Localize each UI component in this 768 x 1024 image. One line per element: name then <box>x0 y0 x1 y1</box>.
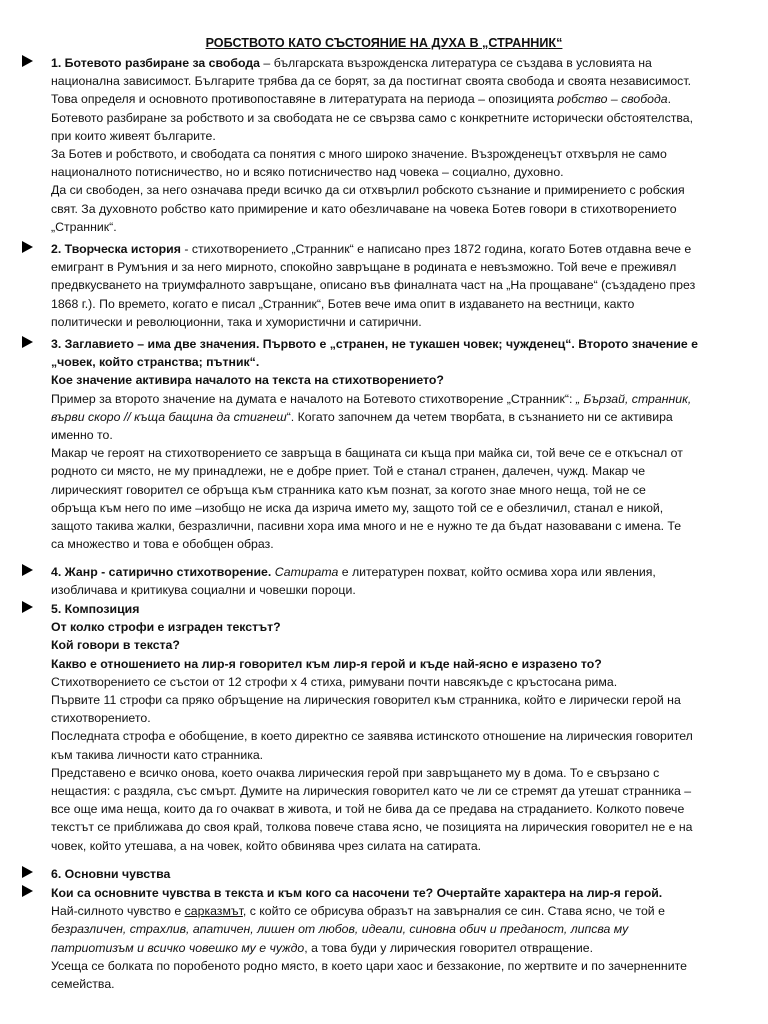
question-line: Кои са основните чувства в текста и към кого са насочени те? Очертайте характера на лир-я герой. <box>51 886 663 900</box>
text-line: обръща към него по име –изобщо не иска да изрича името му, защото той се е обезличил, станал е никой, <box>51 500 664 515</box>
text-span: , с който се обрисува образът на завърналия се син. Става ясно, че той е <box>242 904 665 919</box>
text-line: лирическият говорител се обръща към странника като към познат, за когото знае много неща, той не се <box>51 482 646 497</box>
italic-span: робство – свобода <box>557 92 668 107</box>
text-span: “. Когато започнем да четем творбата, в съзнанието ни се активира <box>286 409 673 424</box>
text-line: За Ботев и робството, и свободата са понятия с много широко значение. Възрожденецът отхвърля не само <box>51 147 667 162</box>
text-line: човек, който утешава, а на човек, който обвинява чрез силата на сатирата. <box>51 838 482 853</box>
section-creative-history <box>51 240 751 331</box>
question-line: Кое значение активира началото на текста на стихотворението? <box>51 373 444 388</box>
text-line: при които живеят българите. <box>51 128 216 143</box>
text-line: Макар че героят на стихотворението се завръща в бащината си къща при майка си, той вече се е откъснал от <box>51 446 683 461</box>
text-line: стихотворението. <box>51 711 151 726</box>
text-span: Пример за второто значение на думата е началото на Ботевото стихотворение „Странник“: <box>51 391 576 406</box>
text-line: политически и революционни, така и хумористични и сатирични. <box>51 314 422 329</box>
text-line <box>51 240 751 258</box>
text-line <box>51 902 751 920</box>
section-composition <box>51 600 751 855</box>
italic-span: върви скоро // къща бащина да стигнеш <box>51 409 287 424</box>
text-line: 1868 г.). По времето, когато е писал „Странник“, Ботев вече има опит в издаването на вестници, както <box>51 296 635 311</box>
text-line <box>51 390 751 408</box>
text-span: - стихотворението „Странник“ е написано през 1872 година, когато Ботев отдавна вече е <box>180 242 692 256</box>
text-line: текстът се приближава до своя край, толкова повече става ясно, че позицията на лирическия говорител не е на <box>51 820 693 835</box>
text-span: Най-силното чувство е <box>51 904 185 919</box>
text-line: националното потисничество, но и всяко потисничество над човека – социално, духовно. <box>51 165 564 180</box>
text-line: национална зависимост. Българите трябва да се борят, за да постигнат своята свобода и своята независимост. <box>51 74 692 89</box>
text-line <box>51 563 751 581</box>
text-line: „Странник“. <box>51 219 117 234</box>
text-line: „човек, който странства; пътник“. <box>51 355 260 370</box>
section-heading: 6. Основни чувства <box>51 867 171 881</box>
bullet-arrow-icon <box>22 336 33 348</box>
page-title: РОБСТВОТО КАТО СЪСТОЯНИЕ НА ДУХА В „СТРАННИК“ <box>205 36 563 50</box>
italic-span: „ Бързай, странник, <box>575 391 692 406</box>
text-span: , а това буди у лирическия говорител отвращение. <box>304 940 593 955</box>
text-line <box>51 90 751 108</box>
section-heading: 1. Ботевото разбиране за свобода <box>51 56 261 70</box>
bullet-arrow-icon <box>22 885 33 897</box>
text-line: Усеща се болката по поробеното родно място, в което цари хаос и беззаконие, по жертвите и по зачерненните <box>51 958 687 973</box>
underlined-span: сарказмът <box>184 904 243 919</box>
text-line: Първите 11 строфи са пряко обръщение на лирическия говорител към странника, който е лирически герой на <box>51 693 681 708</box>
text-line: именно то. <box>51 428 113 443</box>
text-line: свят. За духовното робство като примирение и като обезличаване на човека Ботев говори в стихотворението <box>51 201 677 216</box>
bullet-arrow-icon <box>22 564 33 576</box>
text-line: предвкусването на триумфалното завръщане, описано във финалната част на „На прощаване“ (създадено през <box>51 278 696 293</box>
text-line: семейства. <box>51 977 115 992</box>
section-title-meaning <box>51 335 751 553</box>
section-freedom <box>51 54 751 236</box>
bullet-arrow-icon <box>22 866 33 878</box>
italic-span: патриотизъм и всичко човешко му е чуждо <box>51 940 305 955</box>
italic-span: Сатирата <box>274 565 339 579</box>
text-line: нещастия: с раздяла, със смърт. Думите на лирическия говорител като че ли се стремят да утешат странника – <box>51 784 692 799</box>
bullet-arrow-icon <box>22 601 33 613</box>
question-line: От колко строфи е изграден текстът? <box>51 620 281 635</box>
text-line: все още има неща, които да го очакват в живота, и той не бива да се предава на страданието. Колкото повече <box>51 802 685 817</box>
text-line: емигрант в Румъния и за него мирното, спокойно завръщане в родината е невъзможно. Той вече е преживял <box>51 260 677 275</box>
text-line: Ботевото разбиране за робството и за свободата не се свързва само с конкретните исторически обстоятелства, <box>51 110 694 125</box>
section-genre <box>51 563 751 599</box>
text-span: . <box>667 92 672 107</box>
section-heading: 5. Композиция <box>51 602 140 616</box>
bullet-arrow-icon <box>22 241 33 253</box>
text-span: е литературен похват, който осмива хора или явления, <box>338 565 656 579</box>
text-line: Последната строфа е обобщение, в което директно се заявява истинското отношение на лирическия говорител <box>51 729 693 744</box>
question-line: Какво е отношението на лир-я говорител към лир-я герой и къде най-ясно е изразено то? <box>51 656 602 671</box>
text-line: Стихотворението се състои от 12 строфи х 4 стиха, римувани почти навсякъде с кръстосана рима. <box>51 674 618 689</box>
text-line <box>51 408 751 426</box>
question-line: Кой говори в текста? <box>51 638 180 653</box>
text-line <box>51 54 751 72</box>
text-line: родното си място, не му принадлежи, не е добре приет. Той е станал странен, далечен, чужд. Макар че <box>51 464 646 479</box>
section-feelings-analysis <box>51 884 751 993</box>
text-line: към такива личности като странника. <box>51 747 264 762</box>
text-line: изобличава и критикува социални и човешки пороци. <box>51 583 356 598</box>
text-line: безразличен, страхлив, апатичен, лишен от любов, идеали, синовна обич и преданост, липсва му <box>51 922 629 937</box>
text-line: Да си свободен, за него означава преди всичко да си отхвърлил робското съзнание и примирението с робския <box>51 183 685 198</box>
section-heading: 4. Жанр - сатирично стихотворение. <box>51 565 275 579</box>
text-line <box>51 939 751 957</box>
text-line: защото такива жалки, безразлични, пасивни хора има много и не е нужно те да бъдат назовавани с имена. Те <box>51 519 682 534</box>
text-span: – българската възрожденска литература се създава в условията на <box>260 56 652 70</box>
section-main-feelings <box>51 865 751 883</box>
text-line: са множество и това е обобщен образ. <box>51 537 274 552</box>
text-line: Представено е всичко онова, което очаква лирическия герой при завръщането му в дома. То е свързано с <box>51 765 660 780</box>
text-span: Това определя и основното противопоставяне в литературата на периода – опозицията <box>51 92 558 107</box>
section-heading: 3. Заглавието – има две значения. Първото е „странен, не тукашен човек; чужденец“. Второто значение е <box>51 337 698 351</box>
section-heading: 2. Творческа история <box>51 242 181 256</box>
bullet-arrow-icon <box>22 55 33 67</box>
